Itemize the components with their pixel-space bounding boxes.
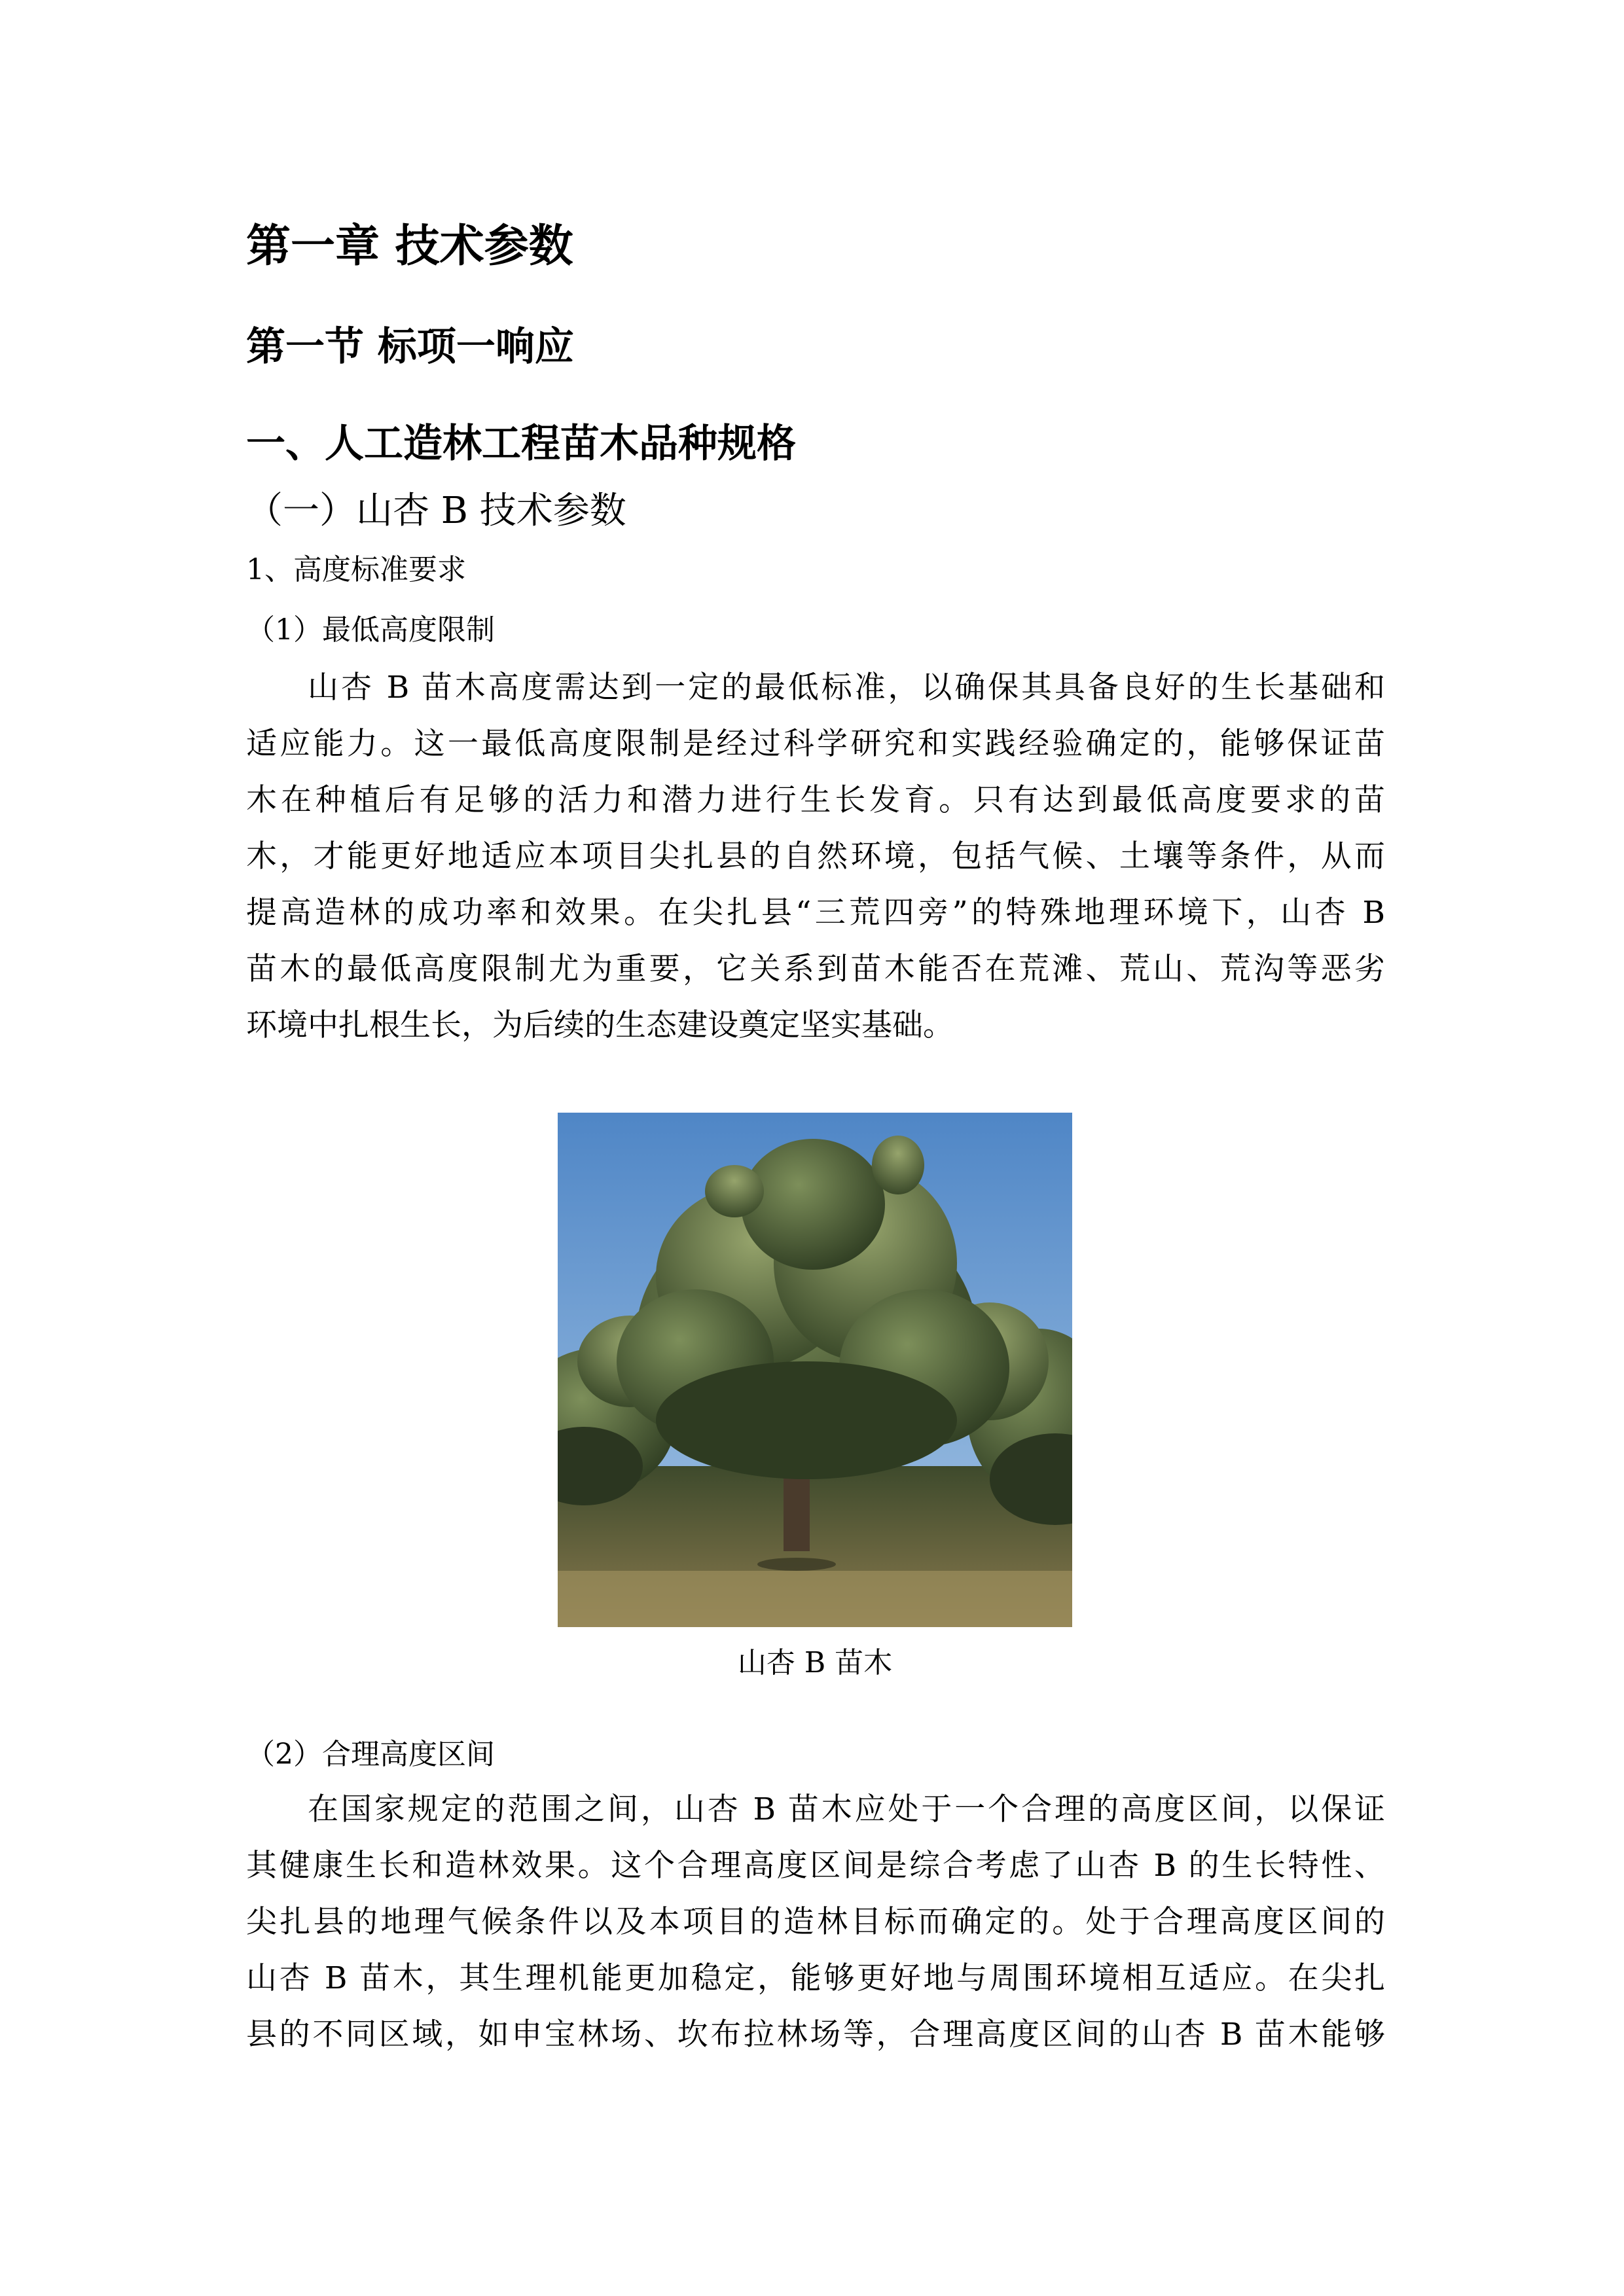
paragraph-line: 其健康生长和造林效果。这个合理高度区间是综合考虑了山杏 B 的生长特性、	[246, 1848, 1385, 1884]
chapter-title: 第一章 技术参数	[246, 221, 573, 272]
section-title: 第一节 标项一响应	[246, 324, 574, 370]
paragraph-line: 山杏 B 苗木高度需达到一定的最低标准，以确保其具备良好的生长基础和	[308, 670, 1385, 706]
paragraph-line: 适应能力。这一最低高度限制是经过科学研究和实践经验确定的，能够保证苗	[246, 726, 1385, 762]
apricot-tree-photo	[558, 1113, 1072, 1627]
sub2-title: （2）合理高度区间	[246, 1738, 495, 1771]
subsection-title: 一、人工造林工程苗木品种规格	[246, 421, 796, 467]
paragraph-line: 在国家规定的范围之间，山杏 B 苗木应处于一个合理的高度区间，以保证	[308, 1791, 1385, 1827]
item-title: （一）山杏 B 技术参数	[246, 490, 626, 532]
figure-caption: 山杏 B 苗木	[737, 1646, 893, 1679]
point-title: 1、高度标准要求	[246, 553, 466, 586]
paragraph-line: 山杏 B 苗木，其生理机能更加稳定，能够更好地与周围环境相互适应。在尖扎	[246, 1960, 1385, 1996]
paragraph-line: 尖扎县的地理气候条件以及本项目的造林目标而确定的。处于合理高度区间的	[246, 1904, 1385, 1940]
paragraph-line: 环境中扎根生长，为后续的生态建设奠定坚实基础。	[246, 1007, 954, 1043]
paragraph-line: 木在种植后有足够的活力和潜力进行生长发育。只有达到最低高度要求的苗	[246, 782, 1385, 818]
paragraph-line: 苗木的最低高度限制尤为重要，它关系到苗木能否在荒滩、荒山、荒沟等恶劣	[246, 951, 1385, 987]
paragraph-line: 县的不同区域，如申宝林场、坎布拉林场等，合理高度区间的山杏 B 苗木能够	[246, 2017, 1385, 2053]
paragraph-line: 木，才能更好地适应本项目尖扎县的自然环境，包括气候、土壤等条件，从而	[246, 838, 1385, 874]
paragraph-minimum-height	[246, 660, 1385, 1054]
paragraph-line: 提高造林的成功率和效果。在尖扎县“三荒四旁”的特殊地理环境下，山杏 B	[246, 895, 1385, 931]
paragraph-reasonable-height	[246, 1782, 1385, 2063]
sub1-title: （1）最低高度限制	[246, 613, 495, 647]
